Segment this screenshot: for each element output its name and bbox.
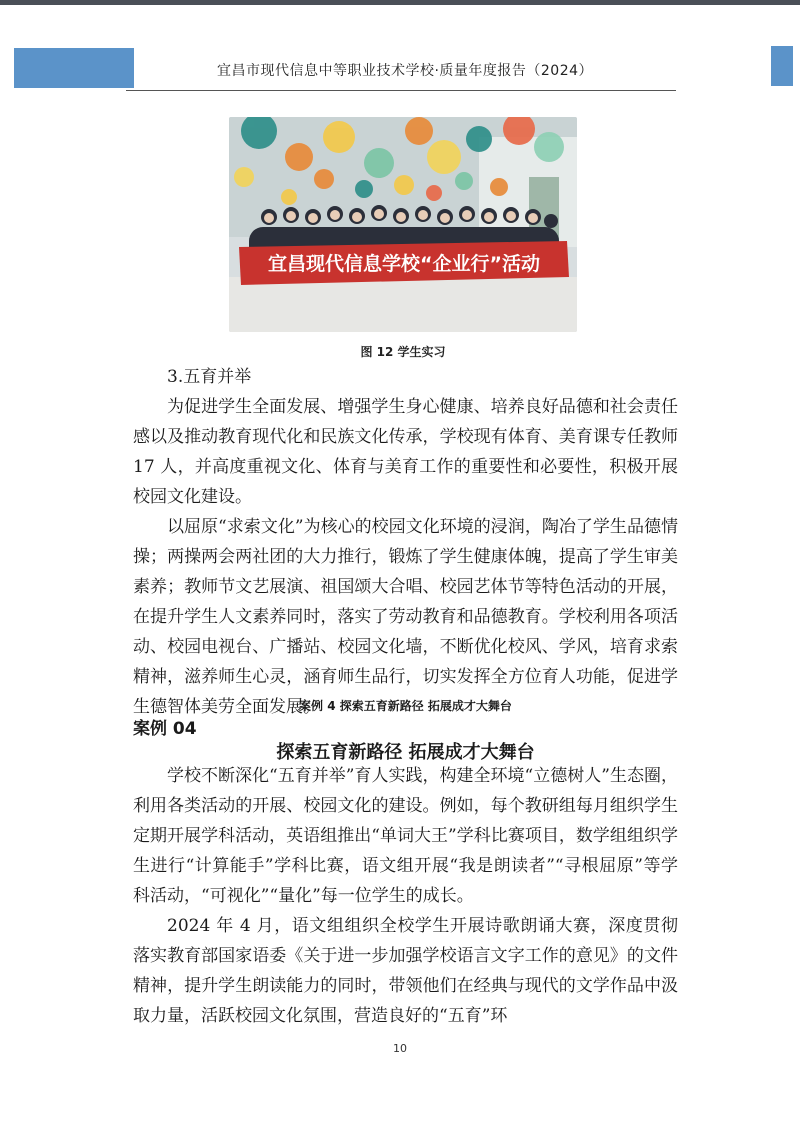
case-caption: 案例 4 探索五育新路径 拓展成才大舞台 <box>299 699 512 713</box>
case-label: 案例 04 <box>133 719 197 739</box>
header-title: 宜昌市现代信息中等职业技术学校·质量年度报告（2024） <box>216 63 594 79</box>
figure-caption: 图 12 学生实习 <box>360 345 446 359</box>
case-title: 探索五育新路径 拓展成才大舞台 <box>276 742 535 763</box>
section-heading: 3.五育并举 <box>167 367 252 387</box>
banner-text: 宜昌现代信息学校“企业行”活动 <box>268 253 540 275</box>
section-five-education <box>133 362 678 722</box>
header-left-tab <box>14 48 134 88</box>
header-right-tab <box>771 46 793 86</box>
page-number: 10 <box>393 1042 407 1055</box>
top-border <box>0 0 800 5</box>
case-paragraph-1: 学校不断深化“五育并举”育人实践，构建全环境“立德树人”生态圈，利用各类活动的开展、校园文化的建设。例如，每个教研组每月组织学生定期开展学科活动，英语组推出“单词大王”学科比赛项目，数学组组织学生进行“计算能手”学科比赛，语文组开展“我是朗读者”“寻根屈原”等学科活动，“可视化”“量化”每一位学生的成长。 <box>133 766 678 906</box>
header-divider <box>126 90 676 91</box>
case-paragraph-2: 2024 年 4 月，语文组组织全校学生开展诗歌朗诵大赛，深度贯彻落实教育部国家语委《关于进一步加强学校语言文字工作的意见》的文件精神，提升学生朗读能力的同时，带领他们在经典与现代的文学作品中汲取力量，活跃校园文化氛围，营造良好的“五育”环 <box>133 916 678 1026</box>
case-body <box>133 761 678 1031</box>
student-internship-photo <box>229 117 577 332</box>
section-paragraph-1: 为促进学生全面发展、增强学生身心健康、培养良好品德和社会责任感以及推动教育现代化和民族文化传承，学校现有体育、美育课专任教师 17 人，并高度重视文化、体育与美育工作的重要性和必要性，积极开展校园文化建设。 <box>133 397 678 507</box>
section-paragraph-2: 以屈原“求索文化”为核心的校园文化环境的浸润，陶冶了学生品德情操；两操两会两社团的大力推行，锻炼了学生健康体魄，提高了学生审美素养；教师节文艺展演、祖国颂大合唱、校园艺体节等特色活动的开展，在提升学生人文素养同时，落实了劳动教育和品德教育。学校利用各项活动、校园电视台、广播站、校园文化墙，不断优化校风、学风，培育求索精神，滋养师生心灵，涵育师生品行，切实发挥全方位育人功能，促进学生德智体美劳全面发展。 <box>133 517 678 717</box>
